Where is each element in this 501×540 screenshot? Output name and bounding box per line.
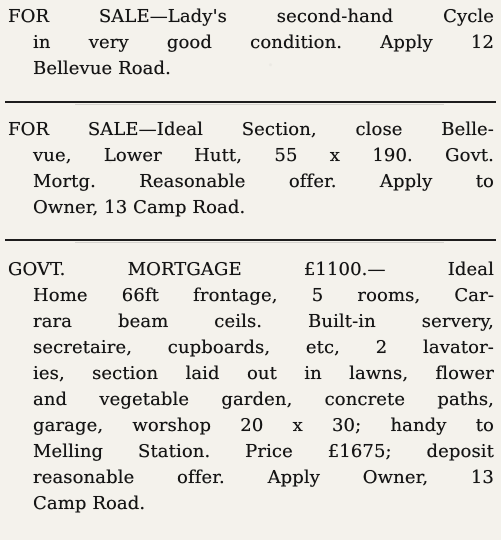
ad-text-line: Camp Road. [33,493,146,514]
ad-text-line: secretaire, cupboards, etc, 2 lavator- [33,337,494,358]
ad-text-line: in very good condition. Apply 12 [33,32,494,53]
ad-text-line: Owner, 13 Camp Road. [33,197,246,218]
classified-ad-mortgage-home [0,257,501,517]
ad-text-line: garage, worshop 20 x 30; handy to [33,415,494,436]
ad-heading-line: GOVT. MORTGAGE £1100.— Ideal [8,259,494,280]
classified-ad-cycle [0,4,501,82]
ad-divider [5,101,496,103]
ad-text-line: rara beam ceils. Built-in servery, [33,311,494,332]
ad-text-line: Mortg. Reasonable offer. Apply to [33,171,494,192]
ad-text-line: and vegetable garden, concrete paths, [33,389,494,410]
ad-text-line: reasonable offer. Apply Owner, 13 [33,467,494,488]
ad-text-line: ies, section laid out in lawns, flower [33,363,494,384]
ad-divider [5,239,496,241]
ad-heading-line: FOR SALE—Ideal Section, close Belle- [8,119,494,140]
ad-text-line: Home 66ft frontage, 5 rooms, Car- [33,285,494,306]
ad-text-line: Melling Station. Price £1675; deposit [33,441,494,462]
ad-text-line: Bellevue Road. [33,58,171,79]
ad-text-line: vue, Lower Hutt, 55 x 190. Govt. [33,145,494,166]
classified-ad-section [0,117,501,221]
ad-heading-line: FOR SALE—Lady's second-hand Cycle [8,6,494,27]
